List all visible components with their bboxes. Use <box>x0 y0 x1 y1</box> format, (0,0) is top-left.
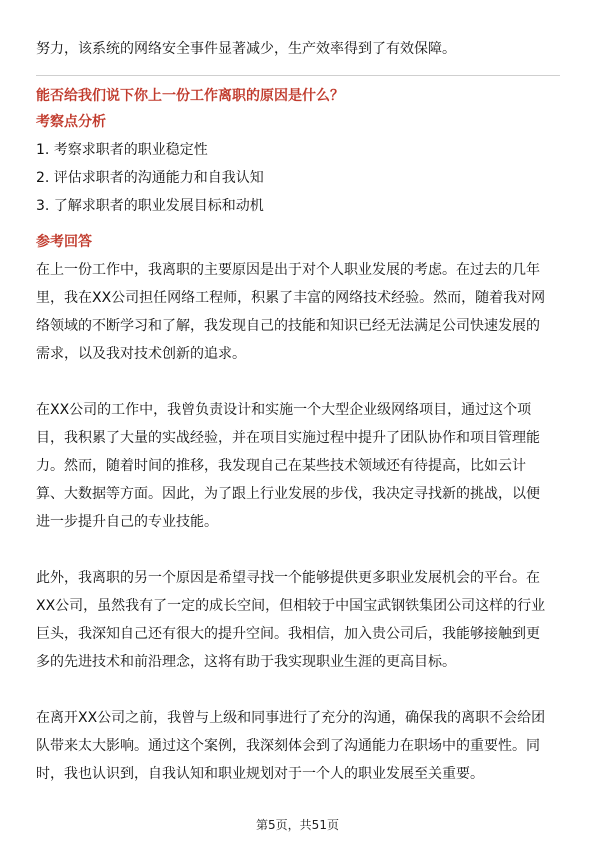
paragraph-line: 在上一份工作中，我离职的主要原因是出于对个人职业发展的考虑。在过去的几年 <box>36 262 540 278</box>
intro-line: 努力，该系统的网络安全事件显著减少，生产效率得到了有效保障。 <box>36 41 456 57</box>
paragraph-line: 里，我在XX公司担任网络工程师，积累了丰富的网络技术经验。然而，随着我对网 <box>36 290 546 306</box>
paragraph-line: 队带来太大影响。通过这个案例，我深刻体会到了沟通能力在职场中的重要性。同 <box>36 738 540 754</box>
paragraph-line: 力。然而，随着时间的推移，我发现自己在某些技术领域还有待提高，比如云计 <box>36 458 526 474</box>
paragraph-line: 需求，以及我对技术创新的追求。 <box>36 346 246 362</box>
answer-paragraph-4 <box>36 704 560 788</box>
analysis-item: 1. 考察求职者的职业稳定性 <box>36 142 208 158</box>
paragraph-line: 巨头，我深知自己还有很大的提升空间。我相信，加入贵公司后，我能够接触到更 <box>36 626 540 642</box>
paragraph-line: 多的先进技术和前沿理念，这将有助于我实现职业生涯的更高目标。 <box>36 654 456 670</box>
question-title: 能否给我们说下你上一份工作离职的原因是什么？ <box>36 88 344 104</box>
paragraph-line: XX公司，虽然我有了一定的成长空间，但相较于中国宝武钢铁集团公司这样的行业 <box>36 598 546 614</box>
paragraph-line: 时，我也认识到，自我认知和职业规划对于一个人的职业发展至关重要。 <box>36 766 484 782</box>
answer-heading: 参考回答 <box>36 234 92 250</box>
analysis-heading: 考察点分析 <box>36 114 106 130</box>
paragraph-line: 目，我积累了大量的实战经验，并在项目实施过程中提升了团队协作和项目管理能 <box>36 430 540 446</box>
answer-paragraph-1 <box>36 256 560 368</box>
paragraph-line: 算、大数据等方面。因此，为了跟上行业发展的步伐，我决定寻找新的挑战，以便 <box>36 486 540 502</box>
answer-paragraph-3 <box>36 564 560 676</box>
paragraph-line: 在离开XX公司之前，我曾与上级和同事进行了充分的沟通，确保我的离职不会给团 <box>36 710 546 726</box>
analysis-item: 2. 评估求职者的沟通能力和自我认知 <box>36 170 264 186</box>
paragraph-line: 络领域的不断学习和了解，我发现自己的技能和知识已经无法满足公司快速发展的 <box>36 318 540 334</box>
paragraph-line: 此外，我离职的另一个原因是希望寻找一个能够提供更多职业发展机会的平台。在 <box>36 570 540 586</box>
page-number: 第5页，共51页 <box>256 818 339 832</box>
paragraph-line: 进一步提升自己的专业技能。 <box>36 514 218 530</box>
section-divider <box>36 75 560 76</box>
intro-paragraph <box>36 35 560 63</box>
analysis-list <box>36 136 560 220</box>
paragraph-line: 在XX公司的工作中，我曾负责设计和实施一个大型企业级网络项目，通过这个项 <box>36 402 532 418</box>
analysis-item: 3. 了解求职者的职业发展目标和动机 <box>36 198 264 214</box>
answer-paragraph-2 <box>36 396 560 536</box>
